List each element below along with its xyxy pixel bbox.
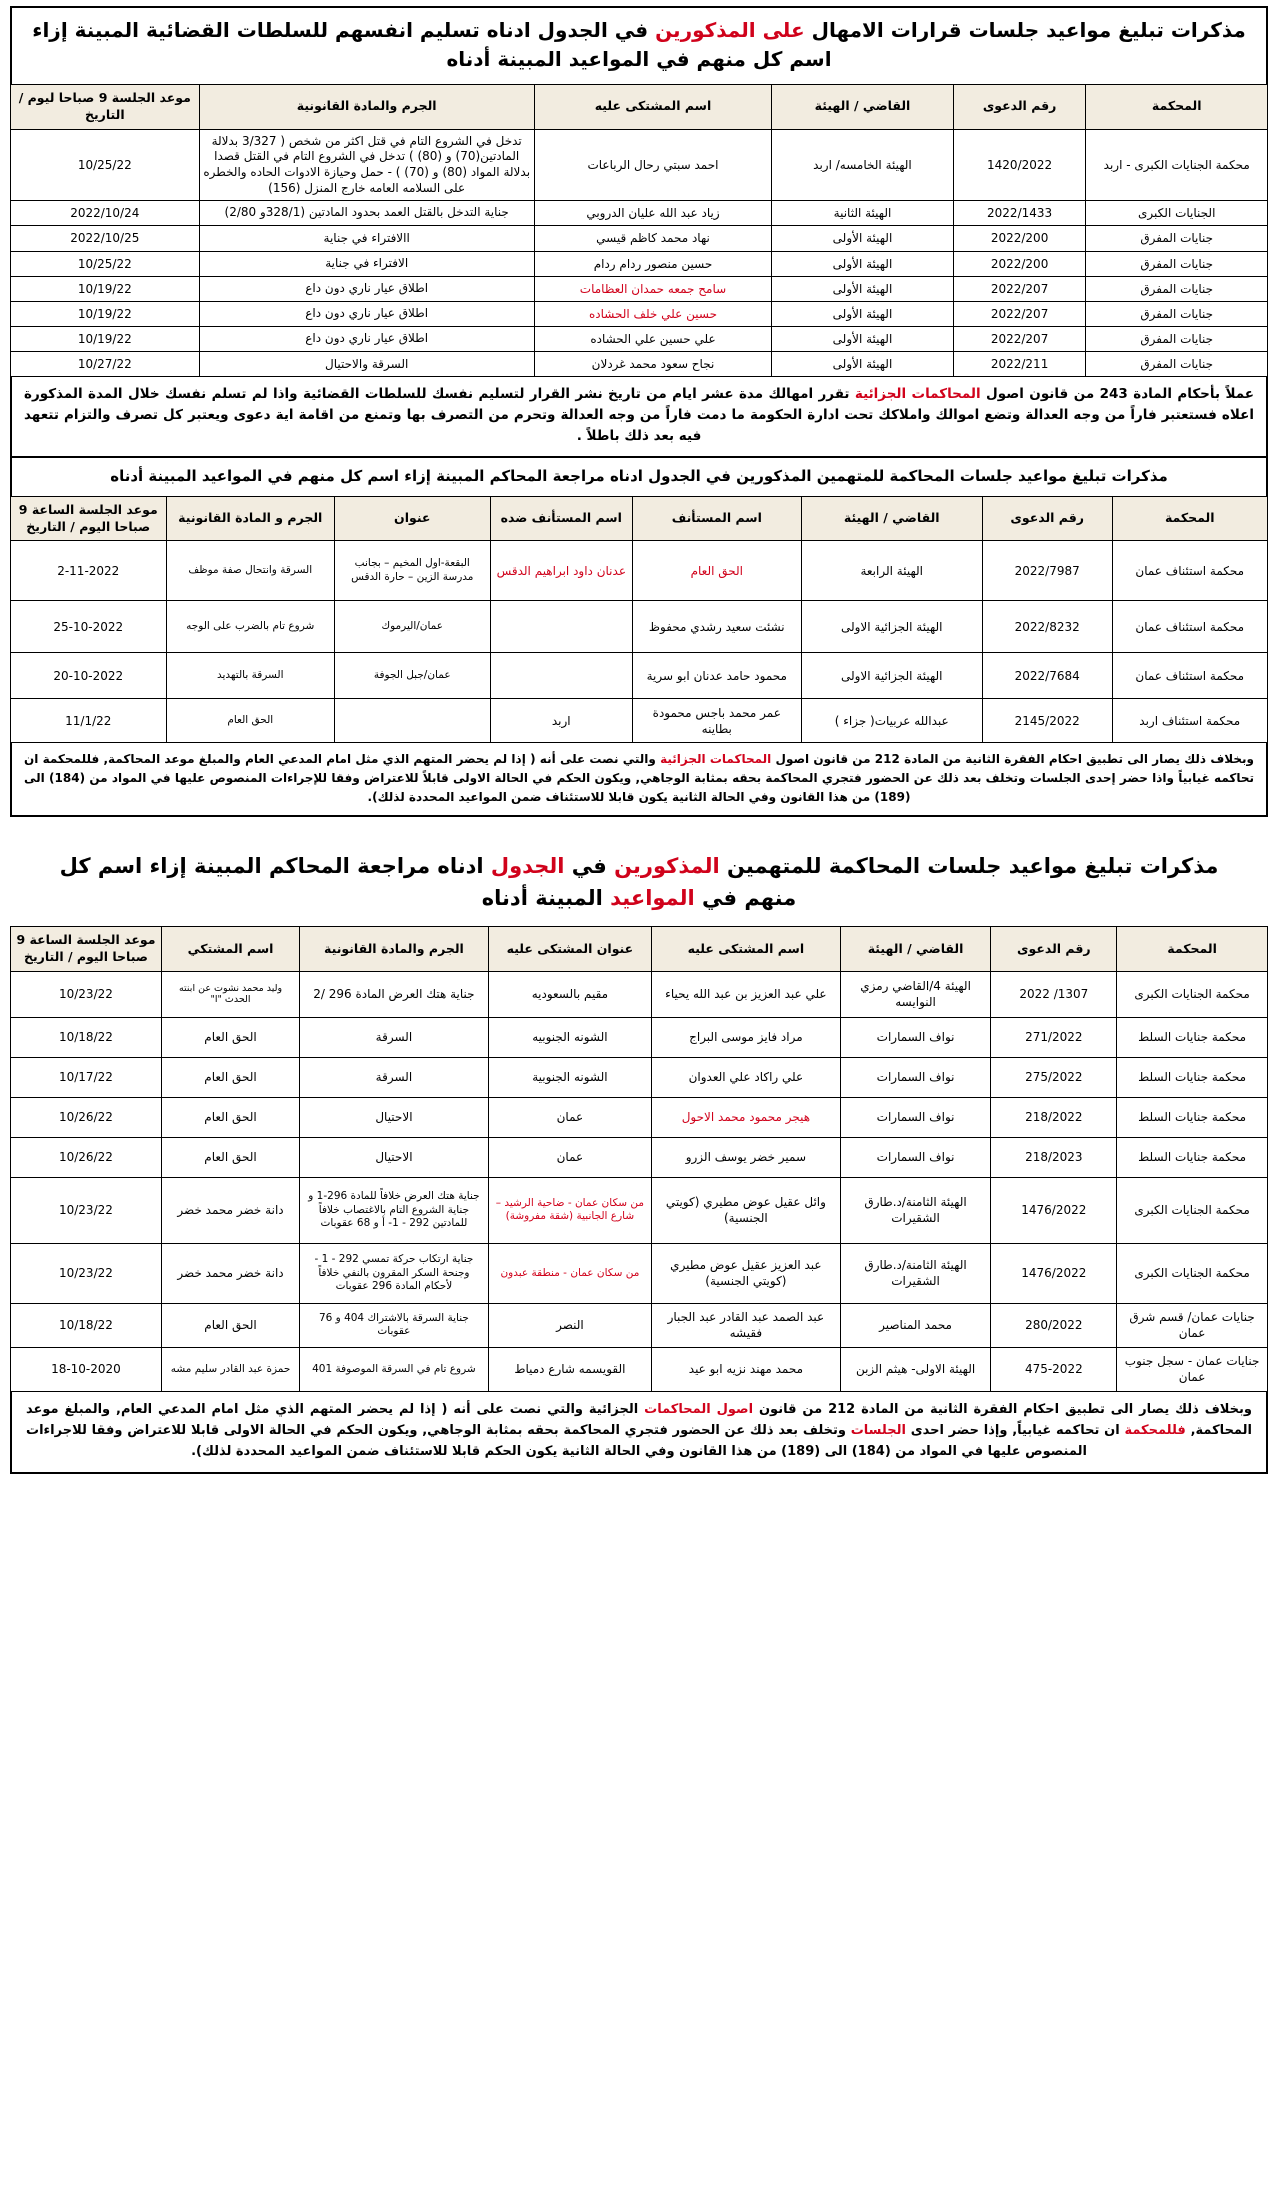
th-court: المحكمة	[1117, 927, 1268, 972]
th-charge: الجرم والمادة القانونية	[199, 85, 534, 130]
note-part-b: المحاكمات الجزائية	[660, 752, 772, 767]
cell-case-no: 2022/8232	[982, 601, 1112, 653]
th-court: المحكمة	[1086, 85, 1268, 130]
title-part-b: على	[762, 18, 805, 42]
table-istinaf	[10, 496, 1268, 744]
cell-case-no: 218/2022	[991, 1097, 1117, 1137]
cell-judge: الهيئة الثانية	[772, 201, 954, 226]
cell-defendant: احمد سبتي رحال الرباعات	[534, 129, 771, 200]
section2-title: مذكرات تبليغ مواعيد جلسات المحاكمة للمتهمين المذكورين في الجدول ادناه مراجعة المحاكم المبينة إزاء اسم كل منهم في المواعيد المبينة أدناه	[10, 458, 1268, 496]
cell-date: 10/25/22	[11, 251, 200, 276]
cell-judge: الهيئة الاولى- هيثم الزبن	[840, 1347, 991, 1391]
th-case-no: رقم الدعوى	[953, 85, 1086, 130]
cell-date: 2-11-2022	[11, 541, 167, 601]
th-defendant-address: عنوان المشتكى عليه	[488, 927, 651, 972]
note-part-b: اصول	[716, 1401, 754, 1417]
cell-judge: الهيئة الجزائية الاولى	[801, 653, 982, 699]
cell-case-no: 280/2022	[991, 1303, 1117, 1347]
cell-charge: اطلاق عيار ناري دون داع	[199, 327, 534, 352]
th-judge: القاضي / الهيئة	[772, 85, 954, 130]
cell-court: جنايات عمان/ قسم شرق عمان	[1117, 1303, 1268, 1347]
cell-court: جنايات المفرق	[1086, 327, 1268, 352]
cell-charge: الاحتيال	[300, 1137, 489, 1177]
cell-defendant-address: عمان	[488, 1137, 651, 1177]
cell-judge: الهيئة الرابعة	[801, 541, 982, 601]
th-appellee: اسم المستأنف ضده	[490, 496, 633, 541]
section-muhakama	[10, 837, 1268, 1474]
note-part-h: الجلسات	[850, 1422, 906, 1438]
cell-judge: الهيئة الأولى	[772, 301, 954, 326]
cell-court: محكمة استئناف عمان	[1112, 653, 1268, 699]
cell-defendant: نهاد محمد كاظم قيسي	[534, 226, 771, 251]
title-part-e: في الجدول ادناه تسليم انفسهم للسلطات القضائية المبينة إزاء اسم كل منهم في المواعيد المبينة أدناه	[32, 18, 832, 71]
cell-plaintiff: الحق العام	[161, 1137, 299, 1177]
cell-appellant: محمود حامد عدنان ابو سرية	[633, 653, 801, 699]
cell-court: جنايات المفرق	[1086, 301, 1268, 326]
title-part-g: المبينة أدناه	[481, 885, 611, 910]
table-row	[11, 1057, 1268, 1097]
cell-appellee	[490, 601, 633, 653]
th-plaintiff: اسم المشتكي	[161, 927, 299, 972]
cell-judge: الهيئة الخامسه/ اربد	[772, 129, 954, 200]
cell-date: 10/23/22	[11, 1177, 162, 1243]
table-muhakama	[10, 926, 1268, 1392]
note-part-g: ان تحاكمه غيابياً, وإذا حضر احدى	[905, 1422, 1125, 1438]
cell-judge: الهيئة 4/القاضي رمزي النوايسه	[840, 971, 991, 1017]
title-part-a: مذكرات تبليغ مواعيد جلسات المحاكمة للمتهمين	[719, 854, 1219, 879]
table-row	[11, 251, 1268, 276]
table-header-row	[11, 496, 1268, 541]
cell-charge: االافتراء في جناية	[199, 226, 534, 251]
cell-court: محكمة استئناف اربد	[1112, 699, 1268, 743]
th-appellant: اسم المستأنف	[633, 496, 801, 541]
cell-case-no: 2022/7684	[982, 653, 1112, 699]
note-part-b: المحاكمات الجزائية	[854, 386, 981, 403]
th-defendant: اسم المشتكى عليه	[534, 85, 771, 130]
cell-court: محكمة استئناف عمان	[1112, 601, 1268, 653]
cell-judge: الهيئة الثامنة/د.طارق الشقيرات	[840, 1243, 991, 1303]
cell-address: عمان/جبل الجوفة	[335, 653, 491, 699]
cell-case-no: 2022/7987	[982, 541, 1112, 601]
cell-case-no: 2145/2022	[982, 699, 1112, 743]
th-charge: الجرم والمادة القانونية	[300, 927, 489, 972]
note-part-f: فللمحكمة	[1124, 1422, 1186, 1438]
cell-appellee: اربد	[490, 699, 633, 743]
cell-charge: شروع تام بالضرب على الوجه	[166, 601, 334, 653]
cell-case-no: 2022/207	[953, 327, 1086, 352]
table-row	[11, 1017, 1268, 1057]
cell-court: محكمة جنايات السلط	[1117, 1097, 1268, 1137]
note-part-a: عملاً بأحكام المادة 243 من قانون اصول	[980, 386, 1254, 403]
cell-judge: نواف السمارات	[840, 1137, 991, 1177]
note-part-c: تقرر امهالك مدة عشر ايام من تاريخ نشر القرار لتسليم نفسك للسلطات القضائية واذا لم تسلم نفسك خلال المدة المذكورة اعلاه فستعتبر فاراً من وجه العدالة وتضع اموالك واملاكك تحت ادارة الحكومة ما دمت فاراً من وجه العدالة وتحرم من التصرف بها وتمنع من اقامة اية دعوى ويعتبر كل تصرف والتزام تتعهد فيه بعد ذلك باطلاً .	[24, 386, 1254, 445]
table-row	[11, 129, 1268, 200]
note-part-c: والتي نصت على أنه ( إذا لم يحضر المتهم الذي مثل امام المدعي العام والمبلغ موعد المحاكمة, فللمحكمة ان تحاكمه غيابياً واذا حضر إحدى الجلسات وتخلف بعد ذلك عن الحضور فتجري المحاكمة بحقه بمثابة الوجاهي, ويكون الحكم في الحالة الاولى قابلاً للاعتراض وفقا للإجراءات المنصوص عليها في المواد من (184) الى (189) من هذا القانون وفي الحالة الثانية يكون قابلا للاستئناف ضمن المواعيد المحددة لذلك).	[24, 752, 1254, 804]
cell-case-no: 218/2023	[991, 1137, 1117, 1177]
section3-title	[10, 837, 1268, 926]
th-case-no: رقم الدعوى	[991, 927, 1117, 972]
cell-case-no: 2022/207	[953, 301, 1086, 326]
th-judge: القاضي / الهيئة	[801, 496, 982, 541]
title-part-c: في	[564, 854, 615, 879]
table-row	[11, 971, 1268, 1017]
cell-date: 10/17/22	[11, 1057, 162, 1097]
cell-address: البقعة-اول المخيم – بجانب مدرسة الزين – حارة الدقس	[335, 541, 491, 601]
table-row	[11, 699, 1268, 743]
cell-judge: محمد المناصير	[840, 1303, 991, 1347]
section2-note	[10, 743, 1268, 817]
cell-appellee	[490, 653, 633, 699]
cell-date: 10/26/22	[11, 1137, 162, 1177]
cell-defendant-address: النصر	[488, 1303, 651, 1347]
note-part-d: المحاكمات	[644, 1401, 711, 1417]
cell-case-no: 2022/1433	[953, 201, 1086, 226]
cell-court: محكمة جنايات السلط	[1117, 1057, 1268, 1097]
cell-defendant: عبد العزيز عقيل عوض مطيري (كويتي الجنسية)	[652, 1243, 841, 1303]
cell-defendant: مراد فايز موسى البراج	[652, 1017, 841, 1057]
title-part-d: المذكورين	[655, 18, 756, 42]
note-part-a: وبخلاف ذلك يصار الى تطبيق احكام الفقرة الثانية من المادة 212 من قانون اصول	[771, 752, 1254, 767]
cell-plaintiff: الحق العام	[161, 1057, 299, 1097]
cell-case-no: 1476/2022	[991, 1177, 1117, 1243]
cell-court: محكمة جنايات السلط	[1117, 1017, 1268, 1057]
cell-defendant-address: الشونه الجنوبية	[488, 1057, 651, 1097]
cell-case-no: 275/2022	[991, 1057, 1117, 1097]
note-part-e: الجزائية والتي نصت على أنه ( إذا لم يحضر المتهم الذي مثل امام المدعي العام, والمبلغ موعد المحاكمة,	[26, 1401, 1252, 1438]
cell-defendant: حسين منصور ردام ردام	[534, 251, 771, 276]
cell-court: جنايات عمان - سجل جنوب عمان	[1117, 1347, 1268, 1391]
cell-date: 20-10-2022	[11, 653, 167, 699]
cell-date: 10/25/22	[11, 129, 200, 200]
table-row	[11, 327, 1268, 352]
cell-charge: الاحتيال	[300, 1097, 489, 1137]
cell-charge: السرقة بالتهديد	[166, 653, 334, 699]
cell-charge: اطلاق عيار ناري دون داع	[199, 276, 534, 301]
note-part-i: وتخلف بعد ذلك عن الحضور فتجري المحاكمة بحقه بمثابة الوجاهي, ويكون الحكم في الحالة الاولى قابلا للاعتراض وفقا للاجراءات المنصوص عليها في المواد من (184) الى (189) من هذا القانون وفي الحالة الثانية يكون الحكم قابلا للاستئناف ضمن المواعيد المحددة لذلك).	[26, 1422, 1087, 1459]
table-row	[11, 1137, 1268, 1177]
table-row	[11, 541, 1268, 601]
table-header-row	[11, 85, 1268, 130]
cell-court: جنايات المفرق	[1086, 226, 1268, 251]
cell-court: محكمة جنايات السلط	[1117, 1137, 1268, 1177]
cell-date: 10/19/22	[11, 301, 200, 326]
cell-date: 18-10-2020	[11, 1347, 162, 1391]
cell-date: 10/18/22	[11, 1017, 162, 1057]
cell-defendant: زياد عبد الله عليان الدروبي	[534, 201, 771, 226]
table-row	[11, 352, 1268, 377]
cell-date: 10/27/22	[11, 352, 200, 377]
section-imhal	[10, 6, 1268, 817]
cell-plaintiff: الحق العام	[161, 1097, 299, 1137]
th-address: عنوان	[335, 496, 491, 541]
cell-judge: نواف السمارات	[840, 1097, 991, 1137]
th-court: المحكمة	[1112, 496, 1268, 541]
cell-date: 10/26/22	[11, 1097, 162, 1137]
cell-defendant: علي راكاد علي العدوان	[652, 1057, 841, 1097]
cell-date: 10/23/22	[11, 971, 162, 1017]
cell-case-no: 2022/200	[953, 226, 1086, 251]
cell-date: 10/19/22	[11, 327, 200, 352]
cell-defendant: سامح جمعه حمدان العظامات	[534, 276, 771, 301]
section1-note	[10, 377, 1268, 458]
cell-defendant-address: من سكان عمان - ضاحية الرشيد – شارع الجانبية (شقة مفروشة)	[488, 1177, 651, 1243]
cell-court: محكمة الجنايات الكبرى	[1117, 1243, 1268, 1303]
title-part-e: ادناه مراجعة المحاكم المبينة إزاء اسم كل منهم في	[59, 854, 797, 910]
cell-defendant: عبد الصمد عبد القادر عبد الجبار فقيشه	[652, 1303, 841, 1347]
title-part-d: الجدول	[490, 854, 565, 879]
table-header-row	[11, 927, 1268, 972]
cell-charge: السرقة والاحتيال	[199, 352, 534, 377]
cell-date: 10/19/22	[11, 276, 200, 301]
cell-court: محكمة استئناف عمان	[1112, 541, 1268, 601]
th-date: موعد الجلسة 9 صباحا ليوم / التاريخ	[11, 85, 200, 130]
cell-judge: الهيئة الأولى	[772, 251, 954, 276]
cell-defendant: وائل عقيل عوض مطيري (كويتي الجنسية)	[652, 1177, 841, 1243]
cell-case-no: 1420/2022	[953, 129, 1086, 200]
cell-date: 2022/10/24	[11, 201, 200, 226]
cell-defendant-address: عمان	[488, 1097, 651, 1137]
cell-plaintiff: حمزة عبد القادر سليم مشه	[161, 1347, 299, 1391]
cell-date: 10/18/22	[11, 1303, 162, 1347]
title-part-f: المواعيد	[610, 885, 695, 910]
table-row	[11, 201, 1268, 226]
table-row	[11, 226, 1268, 251]
cell-defendant: محمد مهند نزيه ابو عيد	[652, 1347, 841, 1391]
cell-charge: جناية التدخل بالقتل العمد بحدود المادتين (328/1و 2/80)	[199, 201, 534, 226]
cell-court: محكمة الجنايات الكبرى	[1117, 1177, 1268, 1243]
cell-case-no: 271/2022	[991, 1017, 1117, 1057]
cell-plaintiff: دانة خضر محمد خضر	[161, 1243, 299, 1303]
cell-charge: السرقة	[300, 1017, 489, 1057]
th-case-no: رقم الدعوى	[982, 496, 1112, 541]
cell-charge: تدخل في الشروع التام في قتل اكثر من شخص ( 3/327 بدلالة المادتين(70) و (80) ) تدخل في الشروع التام في القتل قصدا بدلالة المواد (80) و (70) ) - حمل وحيازة الادوات الحاده والخطره على السلامه العامه خارج المنزل (156)	[199, 129, 534, 200]
cell-date: 25-10-2022	[11, 601, 167, 653]
title-part-c	[756, 18, 763, 42]
th-defendant: اسم المشتكى عليه	[652, 927, 841, 972]
th-judge: القاضي / الهيئة	[840, 927, 991, 972]
cell-court: الجنايات الكبرى	[1086, 201, 1268, 226]
cell-court: محكمة الجنايات الكبرى - اربد	[1086, 129, 1268, 200]
cell-judge: الهيئة الثامنة/د.طارق الشقيرات	[840, 1177, 991, 1243]
cell-judge: الهيئة الأولى	[772, 327, 954, 352]
th-date: موعد الجلسة الساعة 9 صباحا اليوم / التاريخ	[11, 496, 167, 541]
table-row	[11, 653, 1268, 699]
cell-plaintiff: دانة خضر محمد خضر	[161, 1177, 299, 1243]
th-charge: الجرم و المادة القانونية	[166, 496, 334, 541]
cell-defendant-address: الشونه الجنوبيه	[488, 1017, 651, 1057]
cell-judge: نواف السمارات	[840, 1057, 991, 1097]
cell-address: عمان/اليرموك	[335, 601, 491, 653]
cell-court: محكمة الجنايات الكبرى	[1117, 971, 1268, 1017]
cell-case-no: 475-2022	[991, 1347, 1117, 1391]
table-row	[11, 1347, 1268, 1391]
table-row	[11, 1243, 1268, 1303]
cell-appellant: نشئت سعيد رشدي محفوظ	[633, 601, 801, 653]
cell-case-no: 2022/207	[953, 276, 1086, 301]
cell-address	[335, 699, 491, 743]
cell-defendant-address: مقيم بالسعوديه	[488, 971, 651, 1017]
table-row	[11, 1177, 1268, 1243]
cell-charge: جناية السرقة بالاشتراك 404 و 76 عقوبات	[300, 1303, 489, 1347]
section1-title	[10, 6, 1268, 84]
cell-date: 11/1/22	[11, 699, 167, 743]
cell-court: جنايات المفرق	[1086, 352, 1268, 377]
note-part-a: وبخلاف ذلك يصار الى تطبيق احكام الفقرة الثانية من المادة 212 من قانون	[753, 1401, 1252, 1417]
cell-judge: الهيئة الأولى	[772, 352, 954, 377]
cell-charge: الحق العام	[166, 699, 334, 743]
cell-plaintiff: الحق العام	[161, 1017, 299, 1057]
cell-judge: الهيئة الأولى	[772, 276, 954, 301]
table-row	[11, 1097, 1268, 1137]
table-row	[11, 301, 1268, 326]
cell-case-no: 1476/2022	[991, 1243, 1117, 1303]
cell-court: جنايات المفرق	[1086, 251, 1268, 276]
cell-appellee: عدنان داود ابراهيم الدقس	[490, 541, 633, 601]
cell-appellant: الحق العام	[633, 541, 801, 601]
cell-case-no: 2022/211	[953, 352, 1086, 377]
cell-judge: الهيئة الجزائية الاولى	[801, 601, 982, 653]
cell-judge: الهيئة الأولى	[772, 226, 954, 251]
table-row	[11, 601, 1268, 653]
cell-defendant: حسين علي خلف الحشاده	[534, 301, 771, 326]
cell-charge: جناية هتك العرض المادة 296 /2	[300, 971, 489, 1017]
cell-charge: جناية ارتكاب حركة تمسي 292 - 1 - وجنحة السكر المقرون بالنفي خلافاً لأحكام المادة 296 عقوبات	[300, 1243, 489, 1303]
cell-defendant-address: القويسمه شارع دمياط	[488, 1347, 651, 1391]
cell-date: 10/23/22	[11, 1243, 162, 1303]
cell-charge: جناية هتك العرض خلافاً للمادة 296-1 و جناية الشروع التام بالاغتصاب خلافاً للمادتين 292 - 1- أ و 68 عقوبات	[300, 1177, 489, 1243]
cell-charge: السرقة	[300, 1057, 489, 1097]
cell-charge: اطلاق عيار ناري دون داع	[199, 301, 534, 326]
cell-court: جنايات المفرق	[1086, 276, 1268, 301]
cell-case-no: 2022/200	[953, 251, 1086, 276]
cell-charge: السرقة وانتحال صفة موظف	[166, 541, 334, 601]
th-date: موعد الجلسة الساعة 9 صباحا اليوم / التاريخ	[11, 927, 162, 972]
cell-defendant: علي حسين علي الحشاده	[534, 327, 771, 352]
cell-defendant: هيجر محمود محمد الاحول	[652, 1097, 841, 1137]
cell-appellant: عمر محمد باجس محمودة بطاينه	[633, 699, 801, 743]
cell-plaintiff: الحق العام	[161, 1303, 299, 1347]
cell-defendant: نجاح سعود محمد غردلان	[534, 352, 771, 377]
cell-defendant-address: من سكان عمان - منطقة عبدون	[488, 1243, 651, 1303]
cell-charge: الافتراء في جناية	[199, 251, 534, 276]
cell-charge: شروع تام في السرقة الموصوفة 401	[300, 1347, 489, 1391]
cell-defendant: سمير خضر يوسف الزرو	[652, 1137, 841, 1177]
title-part-b: المذكورين	[614, 854, 720, 879]
section-divider	[10, 827, 1268, 837]
cell-date: 2022/10/25	[11, 226, 200, 251]
cell-plaintiff: وليد محمد نشوت عن ابنته الحدث "ا"	[161, 971, 299, 1017]
cell-judge: عبدالله عربيات( جزاء )	[801, 699, 982, 743]
table-imhal	[10, 84, 1268, 377]
table-row	[11, 1303, 1268, 1347]
title-part-a: مذكرات تبليغ مواعيد جلسات قرارات الامهال	[804, 18, 1246, 42]
cell-defendant: علي عبد العزيز بن عبد الله يحياء	[652, 971, 841, 1017]
cell-case-no: 1307/ 2022	[991, 971, 1117, 1017]
table-row	[11, 276, 1268, 301]
cell-judge: نواف السمارات	[840, 1017, 991, 1057]
section3-note	[10, 1392, 1268, 1474]
